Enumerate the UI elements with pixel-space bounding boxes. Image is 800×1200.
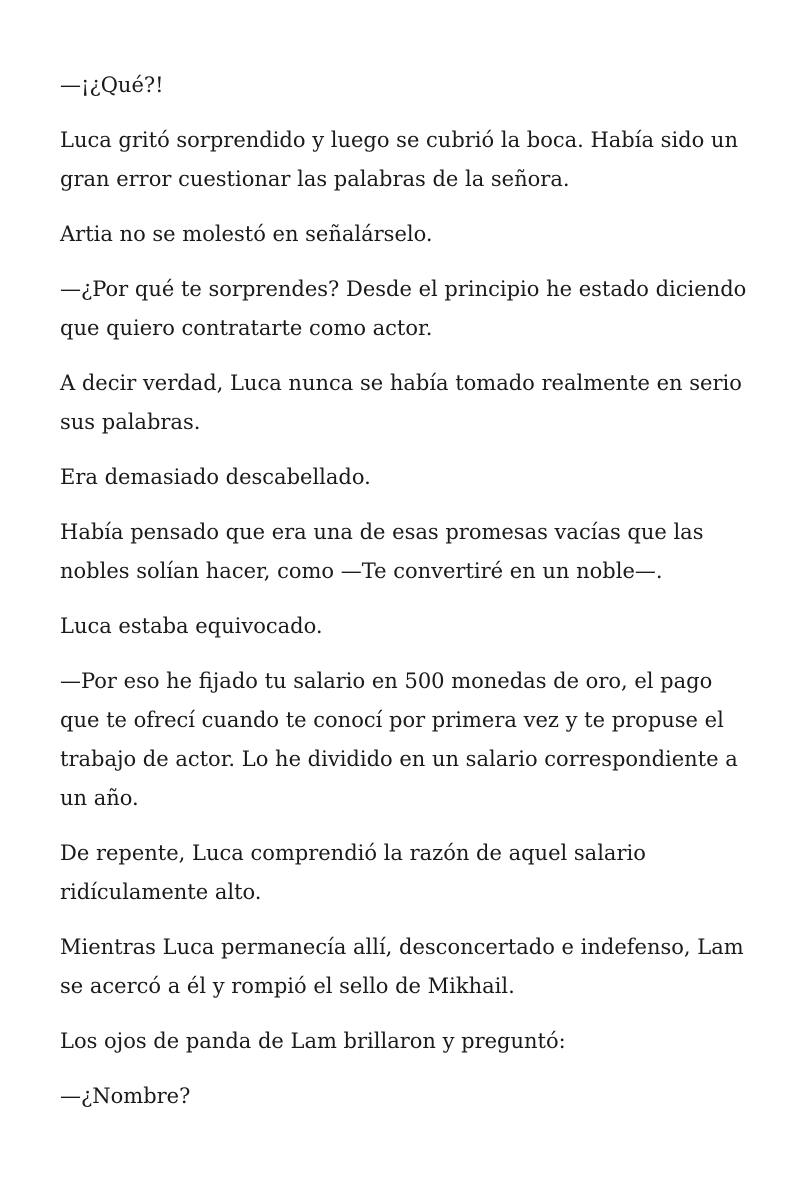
paragraph: —Por eso he fijado tu salario en 500 monedas de oro, el pago que te ofrecí cuando te conocí por primera vez y te propuse el trabajo de actor. Lo he dividido en un salario correspondiente a un año. bbox=[60, 669, 738, 810]
paragraph: Los ojos de panda de Lam brillaron y preguntó: bbox=[60, 1029, 566, 1053]
paragraph: —¿Por qué te sorprendes? Desde el principio he estado diciendo que quiero contratarte como actor. bbox=[60, 277, 747, 340]
paragraph: Había pensado que era una de esas promesas vacías que las nobles solían hacer, como —Te convertiré en un noble—. bbox=[60, 520, 704, 583]
paragraph: De repente, Luca comprendió la razón de aquel salario ridículamente alto. bbox=[60, 841, 646, 904]
paragraph: Mientras Luca permanecía allí, desconcertado e indefenso, Lam se acercó a él y rompió el sello de Mikhail. bbox=[60, 935, 744, 998]
paragraph: Luca estaba equivocado. bbox=[60, 614, 323, 638]
paragraph: Luca gritó sorprendido y luego se cubrió la boca. Había sido un gran error cuestionar las palabras de la señora. bbox=[60, 128, 738, 191]
paragraph: A decir verdad, Luca nunca se había tomado realmente en serio sus palabras. bbox=[60, 371, 742, 434]
paragraph: —¿Nombre? bbox=[60, 1084, 191, 1108]
paragraph: —¡¿Qué?! bbox=[60, 73, 164, 97]
paragraph: Era demasiado descabellado. bbox=[60, 465, 371, 489]
document-page bbox=[60, 66, 750, 1132]
paragraph: Artia no se molestó en señalárselo. bbox=[60, 222, 433, 246]
